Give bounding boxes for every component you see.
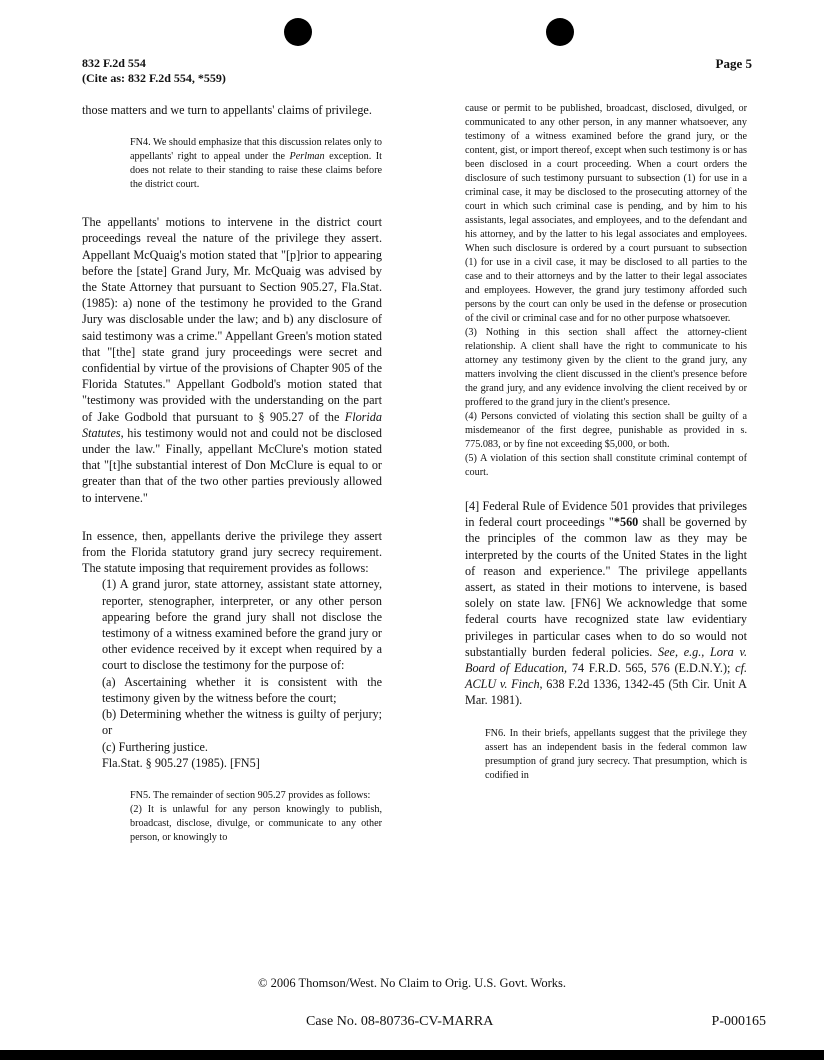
see-citation: See, e.g., Lora v. Board of Education, — [465, 644, 747, 676]
footnote-6: FN6. In their briefs, appellants suggest that the privilege they assert has an independent basis in the federal common law presumption of grand jury secrecy. That presumption, which is codified in — [485, 727, 747, 781]
footnote-4 — [130, 136, 382, 192]
page-number: Page 5 — [715, 56, 752, 71]
punch-hole-left — [284, 18, 312, 46]
footnote-5: FN5. The remainder of section 905.27 provides as follows: — [130, 789, 371, 801]
rule-text: [4] Federal Rule of Evidence 501 provides that privileges in federal court proceedings " — [465, 499, 747, 530]
copyright-footer: © 2006 Thomson/West. No Claim to Orig. U.S. Govt. Works. — [257, 976, 567, 990]
bottom-border — [0, 1050, 824, 1060]
statute-cite: Fla.Stat. § 905.27 (1985). [FN5] — [102, 755, 260, 770]
statute-c: (c) Furthering justice. — [102, 739, 208, 754]
statute-a: (a) Ascertaining whether it is consistent with the testimony given by the witness before the court; — [102, 674, 382, 705]
star-page: *560 — [613, 515, 639, 530]
case-number: Case No. 08-80736-CV-MARRA — [306, 1014, 494, 1029]
footnote-5-continued: cause or permit to be published, broadcast, disclosed, divulged, or communicated to any other person, in any manner whatsoever, any testimony of a witness examined before the grand jury, or the content, gist, or import thereof, except when such testimony is or has been disclosed in a court proceeding. When a court orders the disclosure of such testimony pursuant to subsection (1) for use in a criminal case, it may be disclosed to the prosecuting attorney of the court in which such criminal case is pending, and by him to his assistants, legal associates, and employees, and to the defendant and his attorney, and by the latter to his legal associates and employees. When such disclosure is ordered by a court pursuant to subsection (1) for use in a civil case, it may be disclosed to all parties to the case and to their attorneys and by the latter to their legal associates and employees. However, the grand jury testimony afforded such persons by the court can only be used in the defense or prosecution of the civil or criminal case and for no other purpose whatsoever. — [465, 103, 747, 324]
paragraph-intro: those matters and we turn to appellants' claims of privilege. — [82, 103, 372, 117]
cf-citation: cf. ACLU v. Finch, — [465, 661, 747, 692]
motions-text: The appellants' motions to intervene in the district court proceedings reveal the nature of the privilege they assert. Appellant McQuaig's motion stated that "[p]rior to appearing before the [state] Grand Jury, Mr. McQuaig was advised by the State Attorney that pursuant to Section 905.27, Fla.Stat. (1985): a) none of the testimony he provided to the Grand Jury was disclosable under the law; and b) any disclosure of said testimony was a crime." Appellant Green's motion stated that "[the] state grand jury proceedings were secret and confidential by virtue of the provisions of Chapter 905 of the Florida Statutes." Appellant Godbold's motion stated that "testimony was provided with the understanding on the part of Jake Godbold that pursuant to § 905.27 of the — [82, 215, 382, 424]
fn4-text-end: exception. It does not relate to their standing to raise these claims before the district court. — [130, 151, 382, 191]
motions-italic: Florida Statutes, — [82, 409, 382, 440]
paragraph-rule-501 — [465, 498, 747, 709]
fn4-italic: Perlman — [289, 151, 325, 163]
citation-header — [82, 56, 226, 86]
cite-as: (Cite as: 832 F.2d 554, *559) — [82, 71, 226, 85]
paragraph-essence: In essence, then, appellants derive the privilege they assert from the Florida statutory grand jury secrecy requirement. The statute imposing that requirement provides as follows: — [82, 528, 382, 576]
punch-hole-right — [546, 18, 574, 46]
right-column — [465, 102, 747, 783]
bates-number: P-000165 — [711, 1014, 766, 1029]
footnote-5-sub2: (2) It is unlawful for any person knowingly to publish, broadcast, disclose, divulge, or communicate to any other person, or knowingly to — [130, 803, 382, 843]
left-column — [82, 102, 382, 845]
rule-text-2: shall be governed by the principles of the common law as they may be interpreted by the courts of the United States in the light of reason and experience." The privilege appellants assert, as stated in their motions to intervene, is based solely on state law. [FN6] We acknowledge that some federal courts have recognized state law evidentiary privileges in particular cases when to do so would not substantially burden federal policies. — [465, 515, 747, 659]
statute-quote — [102, 576, 382, 770]
footnote-5-sub4: (4) Persons convicted of violating this section shall be guilty of a misdemeanor of the first degree, punishable as provided in s. 775.083, or by fine not exceeding $5,000, or both. — [465, 411, 747, 450]
citation: 832 F.2d 554 — [82, 56, 146, 70]
fn4-text: FN4. We should emphasize that this discussion relates only to appellants' right to appeal under the — [130, 137, 382, 163]
rule-text-3: 74 F.R.D. 565, 576 (E.D.N.Y.); — [567, 661, 736, 676]
footnote-5-sub3: (3) Nothing in this section shall affect the attorney-client relationship. A client shall have the right to communicate to his attorney any testimony given by the client to the grand jury, any matters involving the client discussed in the client's presence before the grand jury, and any evidence involving the client received by or proffered to the grand jury in the client's presence. — [465, 327, 747, 408]
statute-sub1: (1) A grand juror, state attorney, assistant state attorney, reporter, stenographer, interpreter, or any other person appearing before the grand jury shall not disclose the testimony of a witness examined before the grand jury or other evidence received by it except when required by a court to disclose the testimony for the purpose of: — [102, 577, 382, 673]
footnote-5-sub5: (5) A violation of this section shall constitute criminal contempt of court. — [465, 453, 747, 478]
motions-text-end: his testimony would not and could not be disclosed under the law." Finally, appellant McClure's motion stated that "[t]he substantial interest of Don McClure is equal to or greater than that of the two other parties previously allowed to intervene." — [82, 425, 382, 505]
paragraph-motions — [82, 214, 382, 506]
rule-text-4: 638 F.2d 1336, 1342-45 (5th Cir. Unit A Mar. 1981). — [465, 677, 747, 708]
statute-b: (b) Determining whether the witness is guilty of perjury; or — [102, 707, 382, 738]
